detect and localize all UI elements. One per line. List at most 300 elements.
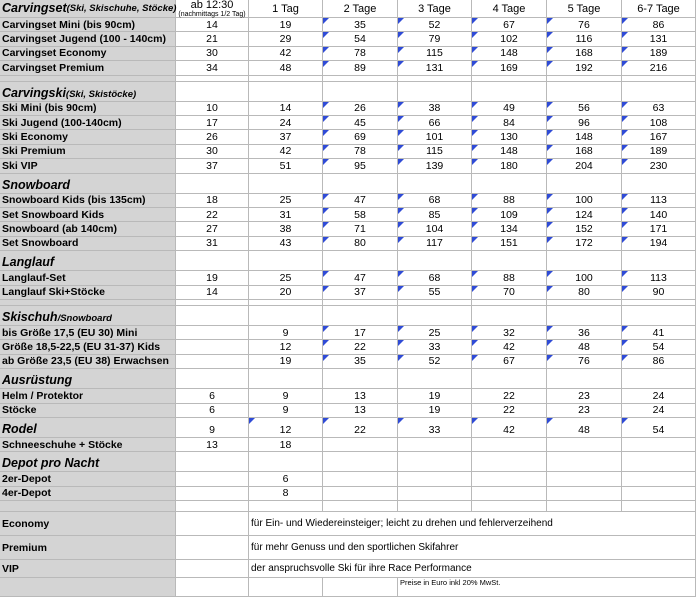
- comment-marker-icon: [472, 61, 478, 67]
- comment-marker-icon: [398, 18, 404, 24]
- empty-cell: [622, 82, 696, 102]
- price-cell: [472, 116, 547, 130]
- price-value: 113: [650, 194, 667, 207]
- note-row: [0, 536, 696, 560]
- table-row: [0, 340, 696, 354]
- price-value: 69: [354, 131, 366, 144]
- price-value: 12: [279, 424, 292, 436]
- spacer-row: [0, 501, 696, 512]
- empty-cell: [622, 369, 696, 389]
- comment-marker-icon: [398, 418, 404, 424]
- price-value: 22: [354, 341, 366, 354]
- empty-cell: [323, 174, 398, 194]
- price-cell: [249, 18, 323, 32]
- price-value: 9: [282, 404, 289, 417]
- price-value: 79: [428, 33, 441, 46]
- section-title-text: Rodel: [2, 422, 37, 436]
- price-cell: [622, 102, 696, 116]
- price-value: 43: [279, 237, 292, 250]
- row-label: [0, 130, 176, 144]
- comment-marker-icon: [547, 159, 553, 165]
- comment-marker-icon: [547, 32, 553, 38]
- price-value: 194: [649, 237, 668, 250]
- price-cell: [398, 438, 472, 452]
- price-cell: [547, 237, 622, 251]
- price-value: 70: [503, 286, 515, 299]
- price-cell: [622, 438, 696, 452]
- price-cell: [472, 18, 547, 32]
- comment-marker-icon: [622, 102, 628, 108]
- price-cell: [176, 271, 249, 285]
- empty-cell: [176, 536, 249, 560]
- row-label-text: Ski Jugend (100-140cm): [2, 116, 122, 129]
- price-value: 116: [575, 33, 593, 46]
- price-cell: [249, 194, 323, 208]
- comment-marker-icon: [472, 145, 478, 151]
- price-value: 48: [578, 424, 590, 436]
- price-cell: [398, 194, 472, 208]
- note-label: [0, 512, 176, 536]
- price-cell: [323, 389, 398, 403]
- comment-marker-icon: [472, 194, 478, 200]
- comment-marker-icon: [323, 237, 329, 243]
- column-header-text: 4 Tage: [492, 2, 526, 15]
- footnote-text: Preise in Euro inkl 20% MwSt.: [400, 578, 501, 588]
- row-label-text: Langlauf Ski+Stöcke: [2, 286, 105, 299]
- price-value: 32: [503, 326, 515, 339]
- comment-marker-icon: [622, 18, 628, 24]
- table-row: [0, 355, 696, 369]
- price-value: 38: [428, 102, 441, 115]
- comment-marker-icon: [472, 32, 478, 38]
- price-cell: [547, 145, 622, 159]
- comment-marker-icon: [622, 340, 628, 346]
- empty-cell: [323, 452, 398, 472]
- comment-marker-icon: [249, 418, 255, 424]
- price-value: 117: [426, 237, 443, 250]
- price-cell: [176, 47, 249, 61]
- price-value: 18: [279, 438, 292, 451]
- price-value: 152: [575, 223, 593, 236]
- empty-cell: [249, 174, 323, 194]
- price-value: 42: [503, 424, 515, 436]
- price-cell: [249, 159, 323, 173]
- price-cell: [249, 487, 323, 501]
- section-title: [0, 82, 176, 102]
- price-value: 216: [649, 61, 668, 74]
- row-label: [0, 355, 176, 369]
- price-cell: [398, 340, 472, 354]
- comment-marker-icon: [323, 326, 329, 332]
- comment-marker-icon: [622, 116, 628, 122]
- price-value: 168: [575, 145, 593, 158]
- empty-cell: [249, 578, 323, 597]
- price-value: 24: [652, 389, 665, 402]
- price-value: 23: [578, 389, 590, 402]
- spacer-cell: [0, 578, 176, 597]
- comment-marker-icon: [472, 286, 478, 292]
- header-title-text: Carvingset: [2, 1, 67, 15]
- price-cell: [323, 116, 398, 130]
- price-value: 37: [279, 131, 292, 144]
- price-value: 169: [500, 61, 518, 74]
- price-cell: [249, 116, 323, 130]
- section-title: [0, 251, 176, 271]
- price-cell: [622, 208, 696, 222]
- row-label-text: Snowboard Kids (bis 135cm): [2, 194, 146, 207]
- price-cell: [547, 355, 622, 369]
- price-value: 17: [206, 116, 218, 129]
- price-value: 131: [649, 33, 668, 46]
- comment-marker-icon: [323, 194, 329, 200]
- price-cell: [249, 145, 323, 159]
- price-value: 33: [428, 424, 441, 436]
- price-value: 101: [425, 131, 444, 144]
- comment-marker-icon: [398, 286, 404, 292]
- price-cell: [323, 18, 398, 32]
- price-cell: [622, 418, 696, 438]
- price-cell: [249, 208, 323, 222]
- note-row: [0, 560, 696, 578]
- column-header: [622, 0, 696, 18]
- price-value: 189: [649, 47, 668, 60]
- price-cell: [176, 159, 249, 173]
- row-label-text: Carvingset Economy: [2, 47, 107, 60]
- empty-cell: [472, 452, 547, 472]
- row-label-text: 2er-Depot: [2, 473, 52, 486]
- comment-marker-icon: [622, 418, 628, 424]
- price-value: 8: [282, 487, 289, 500]
- price-cell: [176, 61, 249, 75]
- footnote-cell: [398, 578, 696, 597]
- price-value: 14: [279, 102, 292, 115]
- price-cell: [547, 487, 622, 501]
- price-cell: [249, 418, 323, 438]
- price-cell: [249, 286, 323, 300]
- price-cell: [622, 47, 696, 61]
- row-label: [0, 326, 176, 340]
- price-cell: [472, 340, 547, 354]
- price-value: 85: [428, 208, 441, 221]
- comment-marker-icon: [622, 222, 628, 228]
- price-cell: [472, 487, 547, 501]
- row-label: [0, 487, 176, 501]
- price-value: 63: [652, 102, 665, 115]
- price-value: 167: [649, 131, 668, 144]
- footer-row: [0, 578, 696, 597]
- price-value: 6: [209, 389, 215, 402]
- price-cell: [323, 102, 398, 116]
- price-value: 139: [425, 159, 444, 172]
- comment-marker-icon: [323, 355, 329, 361]
- price-value: 42: [503, 341, 515, 354]
- price-value: 48: [279, 61, 292, 74]
- comment-marker-icon: [547, 102, 553, 108]
- comment-marker-icon: [323, 145, 329, 151]
- comment-marker-icon: [472, 159, 478, 165]
- row-label-text: 4er-Depot: [2, 487, 52, 500]
- row-label: [0, 18, 176, 32]
- row-label-text: bis Größe 17,5 (EU 30) Mini: [2, 326, 138, 339]
- price-value: 25: [279, 194, 292, 207]
- header-title-sub: (Ski, Skischuhe, Stöcke): [66, 2, 177, 14]
- price-value: 35: [354, 18, 366, 31]
- table-row: [0, 472, 696, 486]
- comment-marker-icon: [622, 145, 628, 151]
- price-cell: [398, 208, 472, 222]
- price-cell: [323, 32, 398, 46]
- price-value: 96: [578, 116, 590, 129]
- comment-marker-icon: [622, 271, 628, 277]
- price-value: 102: [500, 33, 518, 46]
- empty-cell: [176, 452, 249, 472]
- price-cell: [323, 61, 398, 75]
- row-label: [0, 32, 176, 46]
- empty-cell: [398, 452, 472, 472]
- comment-marker-icon: [547, 18, 553, 24]
- price-cell: [622, 271, 696, 285]
- price-value: 86: [652, 355, 665, 368]
- empty-cell: [472, 501, 547, 512]
- empty-cell: [249, 251, 323, 271]
- comment-marker-icon: [398, 130, 404, 136]
- price-value: 26: [206, 131, 218, 144]
- row-label-text: Ski Premium: [2, 145, 66, 158]
- table-row: [0, 194, 696, 208]
- price-cell: [547, 389, 622, 403]
- price-value: 134: [500, 223, 518, 236]
- table-row: [0, 61, 696, 75]
- price-cell: [398, 32, 472, 46]
- price-value: 130: [500, 131, 518, 144]
- price-value: 131: [425, 61, 444, 74]
- row-label: [0, 340, 176, 354]
- empty-cell: [472, 306, 547, 326]
- price-value: 84: [503, 116, 515, 129]
- price-cell: [323, 340, 398, 354]
- section-title: [0, 452, 176, 472]
- price-value: 76: [578, 18, 590, 31]
- price-value: 192: [575, 61, 593, 74]
- column-header-text: ab 12:30: [190, 0, 234, 11]
- section-row: [0, 82, 696, 102]
- row-label-text: Langlauf-Set: [2, 271, 66, 284]
- price-cell: [622, 286, 696, 300]
- price-value: 13: [354, 389, 366, 402]
- section-title-sub: (Ski, Skistöcke): [65, 88, 137, 100]
- empty-cell: [398, 306, 472, 326]
- price-value: 71: [354, 223, 366, 236]
- empty-cell: [249, 82, 323, 102]
- price-cell: [547, 286, 622, 300]
- row-label: [0, 472, 176, 486]
- empty-cell: [472, 82, 547, 102]
- empty-cell: [249, 501, 323, 512]
- price-cell: [398, 159, 472, 173]
- comment-marker-icon: [547, 208, 553, 214]
- empty-cell: [622, 501, 696, 512]
- price-value: 24: [279, 116, 292, 129]
- price-value: 54: [354, 33, 366, 46]
- price-value: 115: [426, 145, 443, 158]
- price-cell: [249, 222, 323, 236]
- row-label-text: Helm / Protektor: [2, 389, 84, 402]
- empty-cell: [323, 501, 398, 512]
- empty-cell: [176, 174, 249, 194]
- table-row: [0, 32, 696, 46]
- price-value: 25: [428, 326, 441, 339]
- price-cell: [547, 222, 622, 236]
- row-label-text: Ski Mini (bis 90cm): [2, 102, 97, 115]
- price-value: 86: [652, 18, 665, 31]
- table-row: [0, 487, 696, 501]
- empty-cell: [472, 369, 547, 389]
- comment-marker-icon: [622, 286, 628, 292]
- price-cell: [472, 159, 547, 173]
- price-cell: [398, 472, 472, 486]
- empty-cell: [398, 501, 472, 512]
- empty-cell: [249, 452, 323, 472]
- price-cell: [323, 145, 398, 159]
- price-cell: [323, 208, 398, 222]
- table-row: [0, 237, 696, 251]
- price-cell: [323, 271, 398, 285]
- header-row: [0, 0, 696, 18]
- comment-marker-icon: [398, 237, 404, 243]
- comment-marker-icon: [622, 32, 628, 38]
- section-row: [0, 306, 696, 326]
- comment-marker-icon: [622, 208, 628, 214]
- price-cell: [323, 237, 398, 251]
- price-value: 95: [354, 159, 366, 172]
- price-cell: [176, 340, 249, 354]
- comment-marker-icon: [547, 116, 553, 122]
- comment-marker-icon: [472, 130, 478, 136]
- price-cell: [176, 418, 249, 438]
- note-text-value: der anspruchsvolle Ski für ihre Race Performance: [251, 563, 472, 575]
- comment-marker-icon: [622, 194, 628, 200]
- price-cell: [547, 472, 622, 486]
- price-value: 67: [503, 355, 515, 368]
- price-cell: [323, 404, 398, 418]
- price-cell: [323, 438, 398, 452]
- price-cell: [472, 32, 547, 46]
- price-cell: [472, 271, 547, 285]
- section-title-sub: /Snowboard: [57, 313, 112, 324]
- empty-cell: [323, 306, 398, 326]
- price-value: 9: [209, 424, 215, 436]
- price-value: 88: [503, 271, 515, 284]
- price-cell: [398, 404, 472, 418]
- row-label-text: Carvingset Premium: [2, 61, 105, 74]
- price-cell: [176, 194, 249, 208]
- spacer-cell: [0, 501, 176, 512]
- comment-marker-icon: [622, 237, 628, 243]
- comment-marker-icon: [547, 340, 553, 346]
- price-value: 68: [428, 271, 441, 284]
- price-value: 180: [500, 159, 518, 172]
- price-value: 9: [282, 389, 289, 402]
- price-value: 104: [425, 223, 444, 236]
- comment-marker-icon: [323, 340, 329, 346]
- price-value: 67: [503, 18, 515, 31]
- price-value: 189: [649, 145, 668, 158]
- row-label-text: Set Snowboard: [2, 237, 79, 250]
- price-cell: [622, 145, 696, 159]
- price-value: 140: [649, 208, 668, 221]
- section-row: [0, 369, 696, 389]
- row-label-text: Carvingset Jugend (100 - 140cm): [2, 33, 166, 46]
- price-cell: [472, 61, 547, 75]
- price-cell: [323, 326, 398, 340]
- row-label: [0, 47, 176, 61]
- section-row: [0, 174, 696, 194]
- price-cell: [249, 61, 323, 75]
- row-label-text: ab Größe 23,5 (EU 38) Erwachsen: [2, 355, 169, 368]
- price-value: 21: [206, 33, 218, 46]
- table-row: [0, 102, 696, 116]
- row-label: [0, 271, 176, 285]
- price-cell: [472, 130, 547, 144]
- table-row: [0, 271, 696, 285]
- comment-marker-icon: [398, 159, 404, 165]
- price-cell: [622, 487, 696, 501]
- price-cell: [249, 340, 323, 354]
- price-value: 80: [354, 237, 366, 250]
- price-cell: [547, 47, 622, 61]
- price-cell: [547, 116, 622, 130]
- price-cell: [472, 194, 547, 208]
- price-cell: [398, 271, 472, 285]
- comment-marker-icon: [472, 326, 478, 332]
- row-label: [0, 208, 176, 222]
- empty-cell: [323, 578, 398, 597]
- price-value: 31: [206, 237, 218, 250]
- empty-cell: [622, 174, 696, 194]
- empty-cell: [547, 82, 622, 102]
- price-value: 52: [428, 355, 441, 368]
- row-label-text: Snowboard (ab 140cm): [2, 223, 117, 236]
- price-cell: [323, 418, 398, 438]
- price-cell: [249, 404, 323, 418]
- price-cell: [398, 389, 472, 403]
- price-cell: [176, 389, 249, 403]
- price-value: 19: [279, 355, 292, 368]
- empty-cell: [472, 174, 547, 194]
- note-text-value: für Ein- und Wiedereinsteiger; leicht zu drehen und fehlerverzeihend: [251, 518, 553, 530]
- column-header: [472, 0, 547, 18]
- section-row: [0, 452, 696, 472]
- comment-marker-icon: [398, 116, 404, 122]
- price-cell: [398, 286, 472, 300]
- table-row: [0, 286, 696, 300]
- price-value: 42: [279, 145, 292, 158]
- column-header-text: 5 Tage: [567, 2, 601, 15]
- price-value: 31: [279, 208, 292, 221]
- row-label: [0, 102, 176, 116]
- price-cell: [547, 194, 622, 208]
- comment-marker-icon: [472, 208, 478, 214]
- empty-cell: [622, 306, 696, 326]
- note-text: [249, 512, 696, 536]
- price-value: 171: [649, 223, 668, 236]
- price-cell: [398, 487, 472, 501]
- note-label: [0, 560, 176, 578]
- price-cell: [622, 159, 696, 173]
- price-cell: [176, 326, 249, 340]
- comment-marker-icon: [398, 61, 404, 67]
- price-value: 10: [206, 102, 218, 115]
